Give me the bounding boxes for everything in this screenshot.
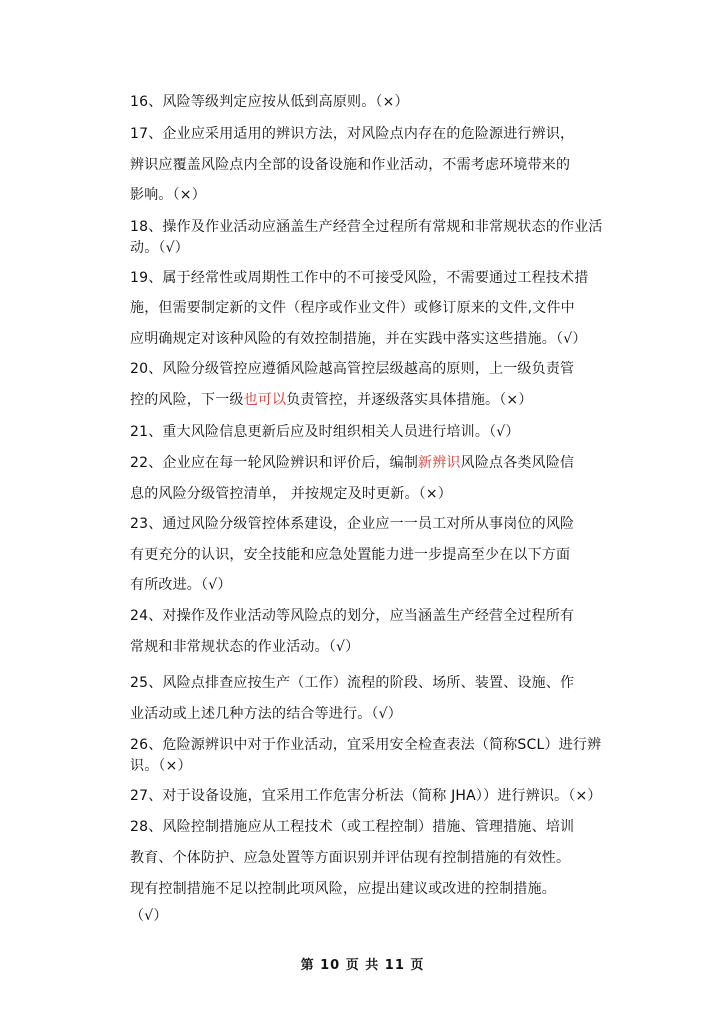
text-line: 现有控制措施不足以控制此项风险，应提出建议或改进的控制措施。: [130, 881, 556, 897]
text-segment: 风险点各类风险信: [460, 455, 575, 471]
text-segment: 22、企业应在每一轮风险辨识和评价后，编制: [130, 455, 419, 471]
text-line: 施，但需要制定新的文件（程序或作业文件）或修订原来的文件,文件中: [130, 300, 575, 316]
text-line: 有更充分的认识，安全技能和应急处置能力进一步提高至少在以下方面: [130, 547, 571, 563]
highlighted-text: 也可以: [243, 392, 287, 408]
text-line: 应明确规定对该种风险的有效控制措施，并在实践中落实这些措施。（√）: [130, 331, 587, 347]
text-line: 23、通过风险分级管控体系建设，企业应一一员工对所从事岗位的风险: [130, 516, 575, 532]
text-line: （√）: [130, 908, 168, 924]
highlighted-text: 新辨识: [418, 455, 461, 471]
text-line: 教育、个体防护、应急处置等方面识别并评估现有控制措施的有效性。: [130, 850, 571, 866]
text-line: 识。（×）: [130, 758, 192, 774]
text-line: [130, 391, 533, 409]
text-line: 21、重大风险信息更新后应及时组织相关人员进行培训。（√）: [130, 424, 520, 440]
page-footer: 第 10 页 共 11 页: [300, 958, 425, 973]
text-line: 19、属于经常性或周期性工作中的不可接受风险，不需要通过工程技术措: [130, 270, 589, 286]
text-line: [130, 360, 574, 378]
text-line: 24、对操作及作业活动等风险点的划分，应当涵盖生产经营全过程所有: [130, 608, 575, 624]
text-segment: 控的风险，下一级: [130, 392, 244, 408]
text-line: 25、风险点排查应按生产（工作）流程的阶段、场所、装置、设施、作: [130, 675, 575, 691]
text-line: [130, 454, 574, 472]
text-segment: 20、风险分级管控应遵循风险越高管控层级越高的原则，上一级负责管: [130, 361, 575, 377]
text-line: 18、操作及作业活动应涵盖生产经营全过程所有常规和非常规状态的作业活: [130, 219, 603, 235]
text-line: 28、风险控制措施应从工程技术（或工程控制）措施、管理措施、培训: [130, 819, 575, 835]
text-line: 动。（√）: [130, 240, 189, 256]
text-line: 27、对于设备设施，宜采用工作危害分析法（简称 JHA））进行辨识。（×）: [130, 788, 602, 804]
text-line: 息的风险分级管控清单， 并按规定及时更新。（×）: [130, 486, 452, 502]
text-segment: 负责管控，并逐级落实具体措施。（×）: [286, 392, 533, 408]
text-line: 26、危险源辨识中对于作业活动，宜采用安全检查表法（简称SCL）进行辨: [130, 737, 602, 753]
text-line: 业活动或上述几种方法的结合等进行。（√）: [130, 706, 402, 722]
text-line: 16、风险等级判定应按从低到高原则。（×）: [130, 94, 409, 110]
text-line: 常规和非常规状态的作业活动。（√）: [130, 639, 360, 655]
text-line: 辨识应覆盖风险点内全部的设备设施和作业活动，不需考虑环境带来的: [130, 157, 571, 173]
text-line: 影响。（×）: [130, 187, 206, 203]
text-line: 有所改进。（√）: [130, 577, 232, 593]
text-line: 17、企业应采用适用的辨识方法，对风险点内存在的危险源进行辨识，: [130, 126, 575, 142]
